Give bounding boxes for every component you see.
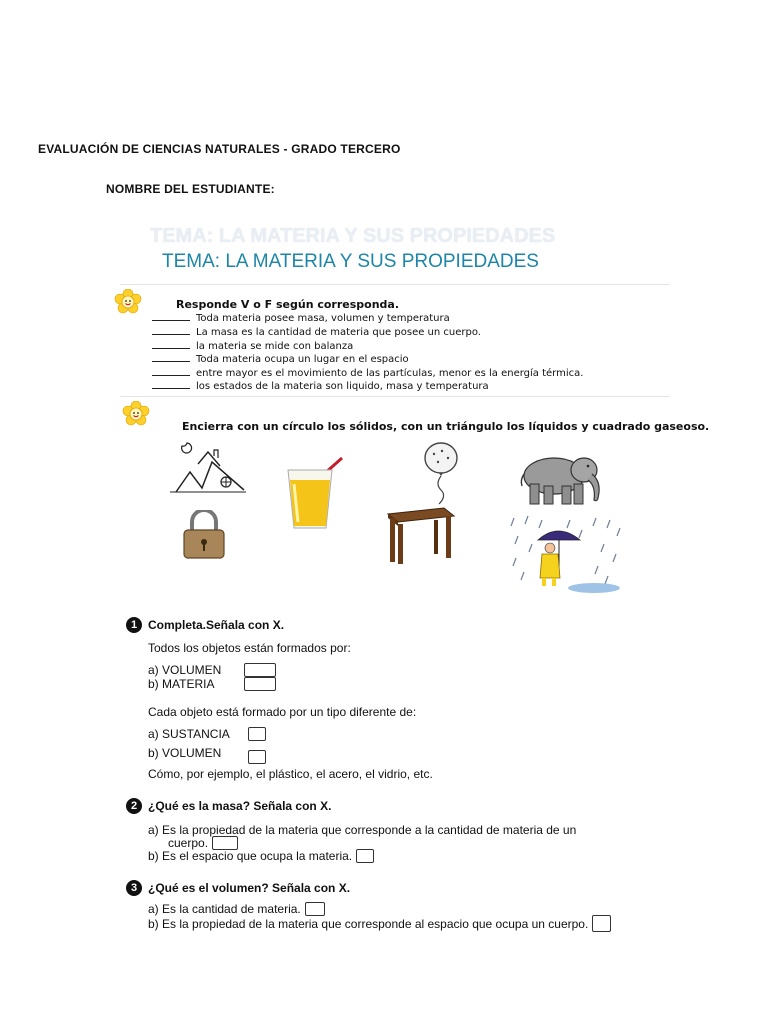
elephant-picture[interactable] (518, 450, 606, 510)
checkbox[interactable] (356, 849, 374, 863)
question-3-title: 3 ¿Qué es el volumen? Señala con X. (126, 880, 350, 896)
student-name-label: NOMBRE DEL ESTUDIANTE: (106, 182, 275, 196)
rain-picture[interactable] (508, 514, 624, 596)
question-2-title: 2 ¿Qué es la masa? Señala con X. (126, 798, 331, 814)
padlock-picture[interactable] (178, 510, 230, 560)
section-divider (120, 396, 670, 397)
question-1-note: Cómo, por ejemplo, el plástico, el acero, el vidrio, etc. (148, 767, 433, 781)
document-title: EVALUACIÓN DE CIENCIAS NATURALES - GRADO TERCERO (38, 142, 401, 156)
answer-blank[interactable] (152, 361, 190, 362)
vf-item: entre mayor es el movimiento de las partículas, menor es la energía térmica. (152, 368, 583, 379)
checkbox[interactable] (305, 902, 325, 916)
checkbox[interactable] (592, 915, 611, 932)
checkbox[interactable] (248, 727, 266, 741)
q2-option-a-cont: cuerpo. (168, 836, 238, 850)
answer-blank[interactable] (152, 348, 190, 349)
vf-instruction: Responde V o F según corresponda. (176, 298, 400, 311)
topic-divider (120, 284, 670, 285)
q1-option-sustancia: a) SUSTANCIA (148, 727, 266, 741)
number-badge: 3 (126, 880, 142, 896)
checkbox[interactable] (244, 663, 276, 677)
flower-icon (122, 401, 150, 427)
vf-item: La masa es la cantidad de materia que posee un cuerpo. (152, 327, 481, 338)
answer-blank[interactable] (152, 320, 190, 321)
q3-option-a: a) Es la cantidad de materia. (148, 902, 325, 916)
q1-option-volumen-2: b) VOLUMEN (148, 742, 266, 764)
answer-blank[interactable] (152, 334, 190, 335)
topic-ghost-title: TEMA: LA MATERIA Y SUS PROPIEDADES (150, 225, 556, 247)
answer-blank[interactable] (152, 388, 190, 389)
question-1-prompt-b: Cada objeto está formado por un tipo diferente de: (148, 705, 417, 719)
answer-blank[interactable] (152, 375, 190, 376)
classify-instruction: Encierra con un círculo los sólidos, con un triángulo los líquidos y cuadrado gaseoso. (182, 420, 710, 433)
topic-title: TEMA: LA MATERIA Y SUS PROPIEDADES (162, 251, 539, 272)
q1-option-materia: b) MATERIA (148, 677, 276, 691)
juice-glass-picture[interactable] (284, 456, 356, 532)
checkbox[interactable] (244, 677, 276, 691)
number-badge: 2 (126, 798, 142, 814)
number-badge: 1 (126, 617, 142, 633)
question-1-prompt-a: Todos los objetos están formados por: (148, 641, 351, 655)
question-1-title: 1 Completa.Señala con X. (126, 617, 284, 633)
house-picture[interactable] (168, 440, 248, 495)
q2-option-a: a) Es la propiedad de la materia que corresponde a la cantidad de materia de un (148, 823, 577, 837)
vf-item: los estados de la materia son liquido, masa y temperatura (152, 381, 489, 392)
checkbox[interactable] (248, 750, 266, 764)
vf-item: la materia se mide con balanza (152, 341, 353, 352)
checkbox[interactable] (212, 836, 238, 850)
vf-item: Toda materia ocupa un lugar en el espacio (152, 354, 409, 365)
q2-option-b: b) Es el espacio que ocupa la materia. (148, 849, 374, 863)
q1-option-volumen: a) VOLUMEN (148, 663, 276, 677)
balloon-picture[interactable] (418, 440, 464, 510)
table-picture[interactable] (382, 504, 458, 566)
vf-item: Toda materia posee masa, volumen y temperatura (152, 313, 450, 324)
q3-option-b: b) Es la propiedad de la materia que corresponde al espacio que ocupa un cuerpo. (148, 915, 611, 932)
flower-icon (114, 289, 142, 315)
